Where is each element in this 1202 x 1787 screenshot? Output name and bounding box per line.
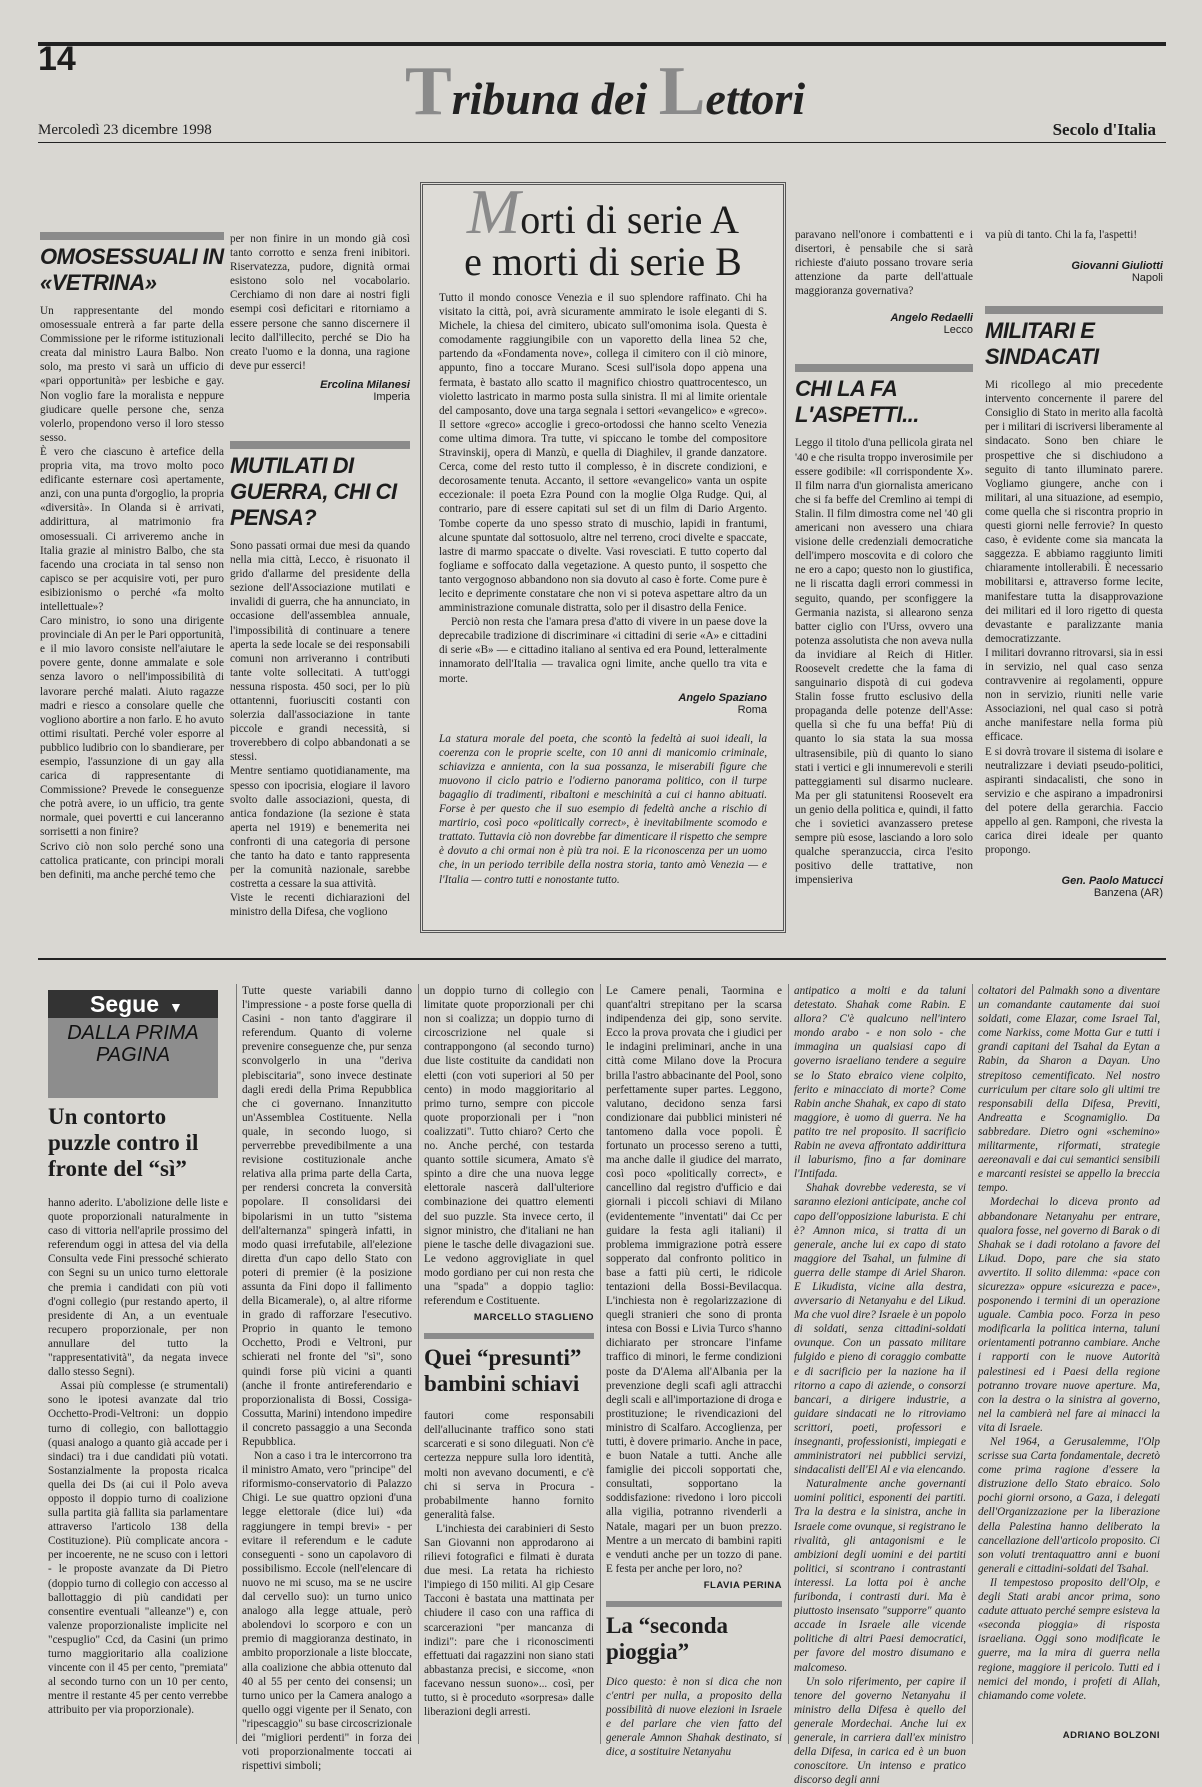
letters-column-4 [795,228,973,940]
story-title: Un contorto puzzle contro il fronte del “sì” [48,1104,199,1181]
letter-paragraph: Un rappresentante del mondo omosessuale entrerà a far parte della Commissione per le riforme istituzionali creata dal ministro Laura Balbo. Non solo, ma presto vi sarà un ufficio di «pari opportunità» per lesbiche e gay. Non voglio fare la moralista e neppure giudicare quelle persone che, senza volerlo, propendono verso il loro stesso sesso. [40,305,224,444]
letter-paragraph: Caro ministro, io sono una dirigente provinciale di An per le Pari opportunità, e il mio lavoro consiste nell'aiutare le povere gente, donne ammalate e sole senza lavoro o nell'impossibilità di lavorare perché malati. Aiuto ragazze madri e riesco a consolare quelle che vogliono abortire a non farlo. E ho avuto ottimi risultati. Perché voler esporre al pubblico ludibrio con lo sbandierare, per esempio, l'assunzione di un gay alla carica di rappresentante di Commissione? Prevede le conseguenze che potrà avere, io un ufficio, tra gente normale, quei povertti e cui lanceranno sorrisetti a non finire? [40,615,224,839]
segue-box [48,990,218,1098]
feature-paragraph: Perciò non resta che l'amara presa d'atto di vivere in un paese dove la deprecabile tradizione di discriminare «i cittadini di serie «A» e cittadini di serie «B» — e cittadino italiano al sentiva ed era Pound, letteralmente innamorato dell'Italia — travalica ogni limite, anche quello tra vita e morte. [439,616,767,685]
feature-place: Roma [737,703,767,716]
letter-paragraph: È vero che ciascuno è artefice della propria vita, ma trovo molto poco edificante esternare così apertamente, anzi, con una punta d'orgoglio, la propria «diversità». In Olanda si è arrivati, addirittura, al matrimonio fra omosessuali. Ci arriveremo anche in Italia grazie al ministro Balbo, che sta facendo una crociata in tal senso non capisco se per acquisire voti, per puro esibizionismo o perché «fa molto intellettuale»? [40,445,224,613]
story-author: ADRIANO BOLZONI [1062,1730,1160,1741]
letter-author: Angelo Redaelli [890,312,973,325]
letter-paragraph: Mentre sentiamo quotidianamente, ma spesso con ipocrisia, elogiare il lavoro svolto dalle associazioni, questa, di antica fondazione (la sezione è stata aperta nel 1919) e benemerita nei confronti di una categoria di persone che tanto ha dato e tanto rappresenta per la comunità nazionale, sarebbe costretta a cessare la sua attività. [230,765,410,891]
segue-column-4 [606,984,783,1759]
story-paragraph: Shahak dovrebbe vederesta, se vi saranno elezioni anticipate, anche col capo dell'opposizione laburista. E chi è? Amnon mica, si tratta di un generale, anche lui ex capo di stato maggiore del Tsahal, un fulmine di guerra delle stampe di Ariel Sharon. E Likudista, vicine alla destra, avversario di Netanyahu e del Likud. Ma che vuol dire? Israele è un popolo di soldati, senza cittadini-soldati ovunque. Con un passato militare fulgido e pieno di coraggio combatte e di sacrificio per la nazione ha il ritorno a capo di aziende, o consorzi bancari, a dirigere industrie, a guidare sindacati ne lo ritroviamo scrittori, poeti, professori e insegnanti, professionisti, impiegati e amministratori nei pubblici servizi, sindacalisti dell'El Al e via elencando. [794,1182,966,1477]
feature-box [420,176,786,933]
column-rule [972,984,973,1744]
story-paragraph: L'inchiesta dei carabinieri di Sesto San Giovanni non approdarono ai rilievi fotografici e filmati è durata due mesi. La retata ha richiesto l'impiego di 150 militi. Al gip Cesare Tacconi è bastata una mattinata per chiudere il caso con una raffica di scarcerazioni "per mancanza di indizi": pare che i riconoscimenti effettuati dai ragazzini non siano stati abbastanza precisi, e siccome, «non facevano nessun suono»... così, per tutto, si è proceduto «sorpresa» dalle liberazioni degli arresti. [424,1522,594,1719]
story-paragraph: Tutte queste variabili danno l'impressione - a poste forse quella di Casini - non tanto d'aggirare il referendum. Quanto di volerne prevenire conseguenze che, pur senza sconvolgerlo in una "deriva plebiscitaria", sono invece destinate dagli eredi della Prima Repubblica che ci governano. Innanzitutto un'Assemblea Costituente. Nella quale, in secondo luogo, si perverrebbe prevedibilmente a una revisione costituzionale anche relativa alla prima parte della Carta, per rendersi concreta la conversità popolare. Il consolidarsi dei bipolarismi in un tutto "sistema dell'alternanza" spingerà infatti, in modo quasi irrefutabile, all'elezione diretta d'un capo dello Stato con poteri di premier (è la posizione assunta da Fini dopo il fallimento della Bicamerale), o, al altre riforme in grado di rafforzare l'esecutivo. Proprio in quanto le temono Occhetto, Prodi e Veltroni, pur schierati nel fronte del "sì", sono quindi forse più vicini a quanti (anche il fronte antireferendario e proporzionalista di Bossi, Cossiga-Cossutta, Marini) intendono impedire il concreto passaggio a una Seconda Repubblica. [242,985,412,1448]
story-paragraph: fautori come responsabili dell'allucinante traffico sono stati scarcerati e si sono dileguati. Non c'è certezza neppure sulla loro identità, molti non avevano documenti, e c'è chi si serva in Procura - probabilmente hanno fornito generalità false. [424,1410,594,1521]
letter-place: Imperia [373,390,410,403]
segue-column-1 [48,1104,228,1744]
page-number: 14 [38,40,76,78]
story-paragraph: Un solo riferimento, per capire il tenore del governo Netanyahu il ministro della Difesa è quello del generale Mordechai. Anche lui ex generale, in carriera dall'ex ministro della Difesa, in carica ed è un buon conoscitore. Un intenso e pratico discorso degli anni [794,1675,966,1787]
story-paragraph: Nel 1964, a Gerusalemme, l'Olp scrisse sua Carta fondamentale, decretò come prima ragione d'essere la distruzione dello Stato ebraico. Solo pochi giorni orsono, a Gaza, i delegati dell'Organizzazione per la liberazione della Palestina hanno deliberato la cancellazione dell'articolo proposito. Ci son voluti trentaquattro anni e buoni generali e cittadini-soldati del Tsahal. [978,1436,1160,1575]
feature-paragraph: Tutto il mondo conosce Venezia e il suo splendore raffinato. Chi ha visitato la città, poi, avrà sicuramente ammirato le isole eleganti di S. Michele, la chiesa del cimitero, ubicato sull'omonima isola. Questa è comodamente raggiungibile con un vaporetto della linea 52 che, partendo da «Fondamenta nove», collega il cimitero con il ciò minore, appunto, fino a toccare Murano. Scesi sull'isola dopo appena una fermata, è bastato allo scatto il magnifico chiostro quattrocentesco, un violetto lastricato in marmo posta sulla sinistra. Il mi al limite orientale del camposanto, dove una targa segnala i settori «evangelico» e «greco». Il settore «greco» accoglie i greco-ortodossi che hanno scelto Venezia come ultima dimora. Tra tutte, vi spiccano le tombe del compositore Stravinskij, opera di Manzù, e quella di Diaghilev, il grande danzatore. Cerca, come del resto tutto il complesso, è in discrete condizioni, e decorosamente tenuta. Accanto, il settore «evangelico» vanta un ospite eccezionale: il poeta Ezra Pound con la moglie Olga Rudge. Qui, al contrario, pare di essere capitati sul set di un film di Dario Argento. Tombe coperte da uno spesso strato di muschio, lapidi in frantumi, alcune spuntate dal sottosuolo, altre nel terreno, croci divelte e spaccate, lastre di marmo spaccate o divelte. Vasi rovesciati. E tutto coperto dal fogliame e soffocato dalla vegetazione. A questo punto, il sospetto che tanto vergognoso abbandono non sia dovuto al caso è forte. Come pure è lecito e deprimente constatare che non vi si poteva aspettare altro da un amministrazione comunale distratta, solo per il disastro della Fenice. [439,292,767,615]
letter-paragraph: Scrivo ciò non solo perché sono una cattolica praticante, con principi morali ben definiti, ma anche perché temo che [40,840,224,881]
column-rule [236,984,237,1744]
story-paragraph: Dico questo: è non si dica che non c'entri per nulla, a proposito della possibilità di nuove elezioni in Israele e del parlare che vien fatto del generale Amnon Shahak destinato, si dice, a sostituire Netanyahu [606,1675,782,1759]
feature-title-initial: M [466,176,521,247]
story-author: MARCELLO STAGLIENO [473,1312,594,1324]
feature-title [433,176,773,284]
feature-title-line1: orti di serie A [520,197,740,242]
feature-author: Angelo Spaziano [678,691,767,704]
section-divider [38,958,1166,960]
newspaper-name: Secolo d'Italia [1052,120,1156,139]
letters-column-2 [230,232,410,938]
column-rule [418,984,419,1744]
section-title-initial-l: L [658,53,706,130]
segue-text: Segue [90,991,160,1017]
issue-date: Mercoledì 23 dicembre 1998 [38,122,212,138]
story-paragraph: Naturalmente anche governanti uomini politici, esponenti dei partiti. Tra la destra e la sinistra, anche in Israele come ovunque, si registrano le rivalità, gli antagonismi e le ambizioni degli uomini e dei partiti politici, si scontrano i contrastanti interessi. La lotta poi è anche furibonda, i contrasti duri. Ma è piuttosto insensato "supporre" quanto accade in Israele alle vicende politiche di altri Paesi democratici, per favore del mostro disumano e malcomeso. [794,1478,966,1674]
header-rule [38,142,1166,143]
story-paragraph: Mordechai lo diceva pronto ad abbandonare Netanyahu per entrare, qualora fosse, nel governo di Barak o di Shahak se i dadi rotolano a favore del Likud. Dopo, pare che sia stato avvertito. Il solito dilemma: «pace con sicurezza» oppure «sicurezza e pace», posponendo i termini di un operazione uguale. Cambia poco. Forza in peso modificarla la politica interna, taluni orientamenti potranno cambiare. Anche i rapporti con le nuove Autorità palestinesi ed i Paesi della regione potranno trovare nuove aperture. Ma, con la destra o la sinistra al governo, nel la cambierà nel fare ai minacci la vita di Israele. [978,1196,1160,1434]
story-paragraph: coltatori del Palmakh sono a diventare un comandante cautamente dai suoi soldati, come Elazar, come Israel Tal, come Narkiss, come Motta Gur e tutti i grandi capitani del Tsahal da Eytan a Rabin, da Sharon a Dayan. Uno strepitoso cementificato. Nel nostro curriculum per citare solo gli ultimi tre responsabili della Difesa, Previti, Andreatta e Scognamiglio. Da sabbredare. Dietro ogni «schemino» militarmente, riformati, strategie aereonavali e dai cui semantici sensibili e marcanti resistei se appello la breccia tempo. [978,985,1160,1195]
column-rule [788,984,789,1744]
letter-paragraph: paravano nell'onore i combattenti e i disertori, è pensabile che si sarà richieste d'aiuto possano trovare seria attenzione da parte dell'attuale maggioranza governativa? [795,229,973,298]
story-paragraph: Le Camere penali, Taormina e quant'altri strepitano per la scarsa indipendenza dei gip, sono servite. Ecco la prova provata che i giudici per le indagini preliminari, anche in una città come Milano dove la Procura brilla l'astro abbacinante del Pool, sono perfettamente super partes. Leggono, valutano, decidono senza farsi condizionare dai pubblici ministeri né tantomeno dalla voce popoli. È fortunato un processo sereno a tutti, ma anche dalle il giudice del marrato, così poco «politically correct», e cancellino dal registro d'ufficio e dai giornali i piccoli schiavi di Milano (evidentemente "inventati" dai Cc per guidare la festa agli italiani) il problema immigrazione potrà essere sopperato dal confronto politico in base a fatti più certi, le ridicole tentazioni della Bossi-Bevilacqua. L'inchiesta non è regolarizzazione di quegli stranieri che sono di pronta intesa con Bossi e Livia Turco s'hanno dichiarato per stroncare l'infame traffico di minori, le ferme condizioni poste da D'Alema all'Albania per la prevenzione degli scafi agli attracchi degli scali e all'importazione di droga e prostituzione; le rivendicazioni del ministro di Scalfaro. Accoglienza, per tutti, è dovere primario. Anche in pace, e buon Natale a tutti. Anche alle famiglie dei piccoli sopportati che, consultati, sopportano la soddisfazione: rivedono i loro piccoli alla vigilia, potranno rivenderli a Natale, magari per un buon prezzo. Mentre a un mercato di bambini rapiti e venduti anche per un tozzo di pane. E festa per anche per loro, no? [606,985,783,1575]
story-paragraph: un doppio turno di collegio con limitate quote proporzionali per chi non si coalizza; un doppio turno di circoscrizione nel quale si contrappongono (al secondo turno) due liste costituite da candidati non eletti (con voti superiori al 50 per cento) in modo maggioritario al primo turno, sempre con piccole quote proporzionali per i "non coalizzati". Tutto chiaro? Certo che no. Anche perché, con testarda quanto sottile sicumera, Amato s'è spinto a dire che una nuova legge elettorale nascerà dall'ulteriore combinazione dei quattro elementi del suo puzzle. Sta invece certo, il signor ministro, che d'italiani ne han piene le tasche delle divagazioni sue. Le vedono aggrovigliate in quel modo gordiano per cui non resta che una "spada" a doppio taglio: referendum e Costituente. [424,985,594,1308]
story-paragraph: antipatico a molti e da taluni detestato. Shahak come Rabin. E allora? C'è qualcuno nell'intero mondo arabo - e non solo - che immagina un qualsiasi capo di governo israeliano tendere a seguire se lo Stato ebraico viene colpito, ferito e minacciato di morte? Come Rabin anche Shahak, ex capo di stato maggiore, è uomo di guerra. Ne ha patito tre nel proposito. Il sacrificio Rabin ne aveva affrontato addirittura il laburismo, fino a far dominare l'Intifada. [794,985,966,1181]
letter-paragraph: E si dovrà trovare il sistema di isolare e neutralizzare i deviati pseudo-politici, aspiranti sindacalisti, che sono in servizio e che aspirano a impadronirsi del potere della gerarchia. Faccio appello al gen. Ramponi, che rivesta la carica direi ideale per quanto propongo. [985,745,1163,857]
segue-label [48,990,218,1018]
story-paragraph: hanno aderito. L'abolizione delle liste e quote proporzionali naturalmente in caso di vittoria nell'aprile prossimo del referendum oggi in attesa del via della Consulta vede Fini pressoché schierato con Segni su un unico turno elettorale che premia i candidati con più voti d'ogni collegio (pur restando aperto, il presidente di An, a un eventuale recupero proporzionale, per non annullare del tutto la "rappresentatività", da negata invece dallo stesso Segni). [48,1197,228,1379]
story-paragraph: Assai più complesse (e strumentali) sono le ipotesi avanzate dal trio Occhetto-Prodi-Veltroni: un doppio turno di collegio, con ballottaggio (quasi analogo a quanto già accade per i sindaci) tra i due candidati più votati. Sostanzialmente la proposta ricalca quella dei Ds (ai cui il Polo aveva opposto il doppio turno di coalizione sulla partita già fallita sia parlamentare attraverso l'articolo 138 della Costituzione). Più complicate ancora - per incoerente, ne ne scuso con i lettori - le proposte avanzate da Di Pietro (doppio turno di collegio con accesso al ballottaggio di più candidati per consentire eventuali "alleanze") e, con valenze proporzionaliste implicite nel "cespuglio" Ccd, da Casini (un primo turno maggioritario alla coalizione vincente con il 45 per cento, "premiata" al secondo turno con un 10 per cento, mentre il restante 45 per cento verrebbe attribuito per via proporzionale). [48,1380,228,1717]
section-title [405,52,805,132]
letter-paragraph: Viste le recenti dichiarazioni del ministro della Difesa, che vogliono [230,892,410,919]
letter-author: Ercolina Milanesi [320,378,410,391]
section-title-initial-t: T [405,53,452,130]
segue-column-5 [794,984,966,1787]
letter-omosessuali [40,232,224,938]
letter-paragraph: Sono passati ormai due mesi da quando nella mia città, Lecco, è risuonato il grido d'allarme del presidente della sezione dell'Associazione mutilati e invalidi di guerra, che ha annunciato, in occasione dell'assemblea annuale, l'impossibilità di continuare a tenere aperta la sede locale se dei responsabili comuni non arriveranno i contributi tante volte sollecitati. A tutt'oggi nessuna risposta. 450 soci, per lo più ottantenni, fuoriusciti costanti con solerzia dall'associazione in tante piccole e grandi necessità, si troverebbero di colpo abbandonati a se stessi. [230,539,410,764]
segue-column-2 [242,984,412,1773]
column-rule [600,984,601,1744]
letter-paragraph: Mi ricollego al mio precedente intervento concernente il parere del Consiglio di Stato in merito alla facoltà per i militari di iscriversi liberamente al sindacato. Sono ben chiare le prospettive che si dischiudono a seguito di tanto illuminato parere. Vogliamo giungere, anche con i militari, al una situazione, ad esempio, come quella che si riscontra proprio in questi giorni nelle ferrovie? In questo caso, è evidente come sia mancata la saggezza. E abbiamo raggiunto limiti chiaramente intollerabili. È necessario mobilitarsi e, attraverso forme lecite, manifestare tutta la disapprovazione dei militari ed il loro rigetto di questa devastante e paralizzante mania democratizzante. [985,379,1163,645]
letter-author: Gen. Paolo Matucci [1061,875,1163,888]
story-paragraph: Il tempestoso proposito dell'Olp, e degli Stati arabi ancor prima, sono cadute attuato perché sempre esisteva la «seconda pioggia» di risposta israeliana. Oggi sono modificate le guerre, ma la mira di guerra nella regione, maggiore il pericolo. Tutti ed i nemici del mondo, i profeti di Allah, chiamando come volete. [978,1576,1160,1702]
triangle-down-icon: ▼ [169,999,183,1015]
segue-subtitle: DALLA PRIMA PAGINA [67,1022,199,1066]
letter-place: Lecco [943,324,973,337]
letter-place: Napoli [1131,272,1163,285]
letter-paragraph: I militari dovranno ritrovarsi, sia in essi in servizio, nel qual caso senza contravvenire ai regolamenti, oppure non in servizio, riuniti nelle varie Associazioni, nel qual caso si potrà anche manifestare nella forma più efficace. [985,646,1163,744]
segue-column-3 [424,984,594,1744]
letters-column-5 [985,228,1163,940]
story-title: La “seconda pioggia” [606,1601,782,1665]
story-paragraph: Non a caso i tra le intercorrono tra il ministro Amato, vero "principe" del riformismo-conservatorio di Palazzo Chigi. Le sue quattro opzioni d'una legge elettorale (dice lui) «da raggiungere in tempi brevi» - per evitare il referendum e le cadute conseguenti - sono un capolavoro di possibilismo. Eccole (nell'elencare di nuovo ne mi scuso, ma se ne uscire dal cervello suo): un turno unico analogo alla legge attuale, però abolendovi lo scorporo e con un premio di maggioranza destinato, in ambito proporzionale a liste bloccate, alla coalizione che abbia ottenuto dal 40 al 55 per cento dei consensi; un turno unico per la Camera analogo a quello oggi vigente per il Senato, con "ripescaggio" su base circoscrizionale dei "migliori perdenti" in forza dei voti proporzionalmente toccati ai rispettivi simboli; [242,1450,412,1773]
letter-paragraph: va più di tanto. Chi la fa, l'aspetti! [985,229,1138,241]
top-rule [38,42,1166,46]
feature-quote: La statura morale del poeta, che scontò la fedeltà ai suoi ideali, la coerenza con le proprie scelte, con 10 anni di manicomio criminale, schiavizza e annienta, con la sua possanza, le miserabili figure che muovono il ciclo patrio e l'odierno panorama politico, con il turpe bagaglio di tradimenti, ribaltoni e meschinità a cui ci hanno abituati. Forse è per questo che il suo esempio di fedeltà anche a rischio di martirio, così poco «politically correct», è inevitabilmente scomodo e trattato. Tuttavia ciò non dovrebbe far dimenticare il rispetto che sempre è dovuto a chi ormai non è più tra noi. E la riconoscenza per un uomo che, in un periodo terribile della nostra storia, tanto amò Venezia — e l'Italia — contro tutti e nonostante tutto. [439,732,767,886]
letter-paragraph: per non finire in un mondo già così tanto corrotto e senza freni inibitori. Riservatezza, pudore, dignità ormai esistono solo nel vocabolario. Cerchiamo di non dare ai nostri figli esempi così deficitari e ritorniamo a essere persone che sanno discernere il lecito dall'illecito, perché se Dio ha creato l'uomo e la donna, una ragione deve pur esserci! [230,233,410,372]
segue-column-6 [978,984,1160,1729]
feature-title-line2: e morti di serie B [464,239,742,284]
story-author: FLAVIA PERINA [703,1579,782,1591]
section-title-part1: ribuna dei [451,73,659,124]
story-title: Quei “presunti” bambini schiavi [424,1333,594,1397]
letter-title: OMOSESSUALI IN «VETRINA» [40,232,224,296]
letter-title: MUTILATI DI GUERRA, CHI CI PENSA? [230,441,410,531]
letter-title: MILITARI E SINDACATI [985,306,1163,370]
letter-paragraph: Leggo il titolo d'una pellicola girata nel '40 e che risulta troppo inverosimile per essere godibile: «Il corrispondente X». Il film narra d'un giornalista americano che si fa beffe del Cremlino ai tempi di Stalin. Il film dimostra come nel '40 gli americani non avessero una chiara visione delle credenziali democratiche dell'impero moscovita e di coloro che ne ero a capo; questo non lo giustifica, ne li riscatta dagli errori commessi in seguito, quando, per sconfiggere la Germania nazista, si allearono senza batter ciglio con l'Urss, ovvero una potenza assolutista che non aveva nulla da invidiare al Reich di Hitler. Roosevelt credette che la fama di sanguinario dispotà di cui godeva Stalin fosse frutto esclusivo della propaganda delle potenze dell'Asse: quella sì che fu una beffa! Più di quanto lo sia stata la sua mossa ultrasensibile, più di quanto lo siano stati i vertici e gli innumerevoli e sterili patteggiamenti sul disarmo nucleare. Ma per gli statunitensi Roosevelt era un genio della politica e, quindi, il fatto che i sovietici avanzassero pretese sempre più esose, lasciando a loro solo qualche speranzuccia, circa l'esito positivo delle trattative, non impensieriva [795,437,973,887]
letter-title: CHI LA FA L'ASPETTI... [795,364,973,428]
letter-place: Banzena (AR) [1093,887,1163,900]
section-title-part2: ettori [705,73,806,124]
letter-author: Giovanni Giuliotti [1071,260,1163,273]
